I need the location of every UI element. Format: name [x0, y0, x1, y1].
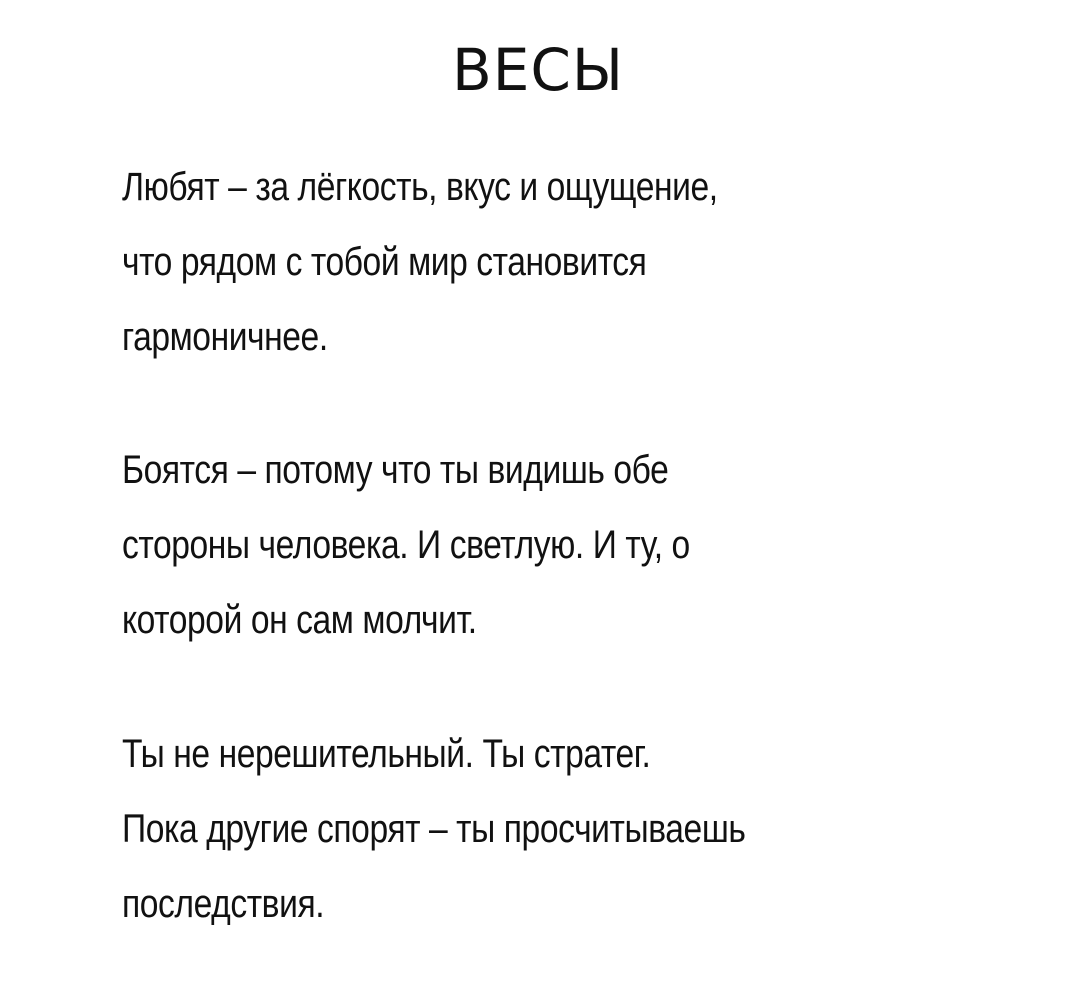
page-title: ВЕСЫ [451, 36, 625, 104]
paragraph-line: Любят – за лёгкость, вкус и ощущение, [122, 165, 718, 209]
paragraph-line: последствия. [122, 882, 325, 926]
paragraph-line: что рядом с тобой мир становится [122, 240, 647, 284]
paragraph-line: Пока другие спорят – ты просчитываешь [122, 807, 746, 851]
paragraph-line: Ты не нерешительный. Ты стратег. [122, 732, 651, 776]
paragraph-love [122, 150, 1022, 375]
paragraph-line: Боятся – потому что ты видишь обе [122, 448, 669, 492]
paragraph-line: гармоничнее. [122, 315, 328, 359]
paragraph-fear [122, 433, 1022, 658]
paragraph-line: стороны человека. И светлую. И ту, о [122, 523, 690, 567]
paragraph-strategist [122, 717, 1022, 942]
paragraph-line: которой он сам молчит. [122, 598, 477, 642]
